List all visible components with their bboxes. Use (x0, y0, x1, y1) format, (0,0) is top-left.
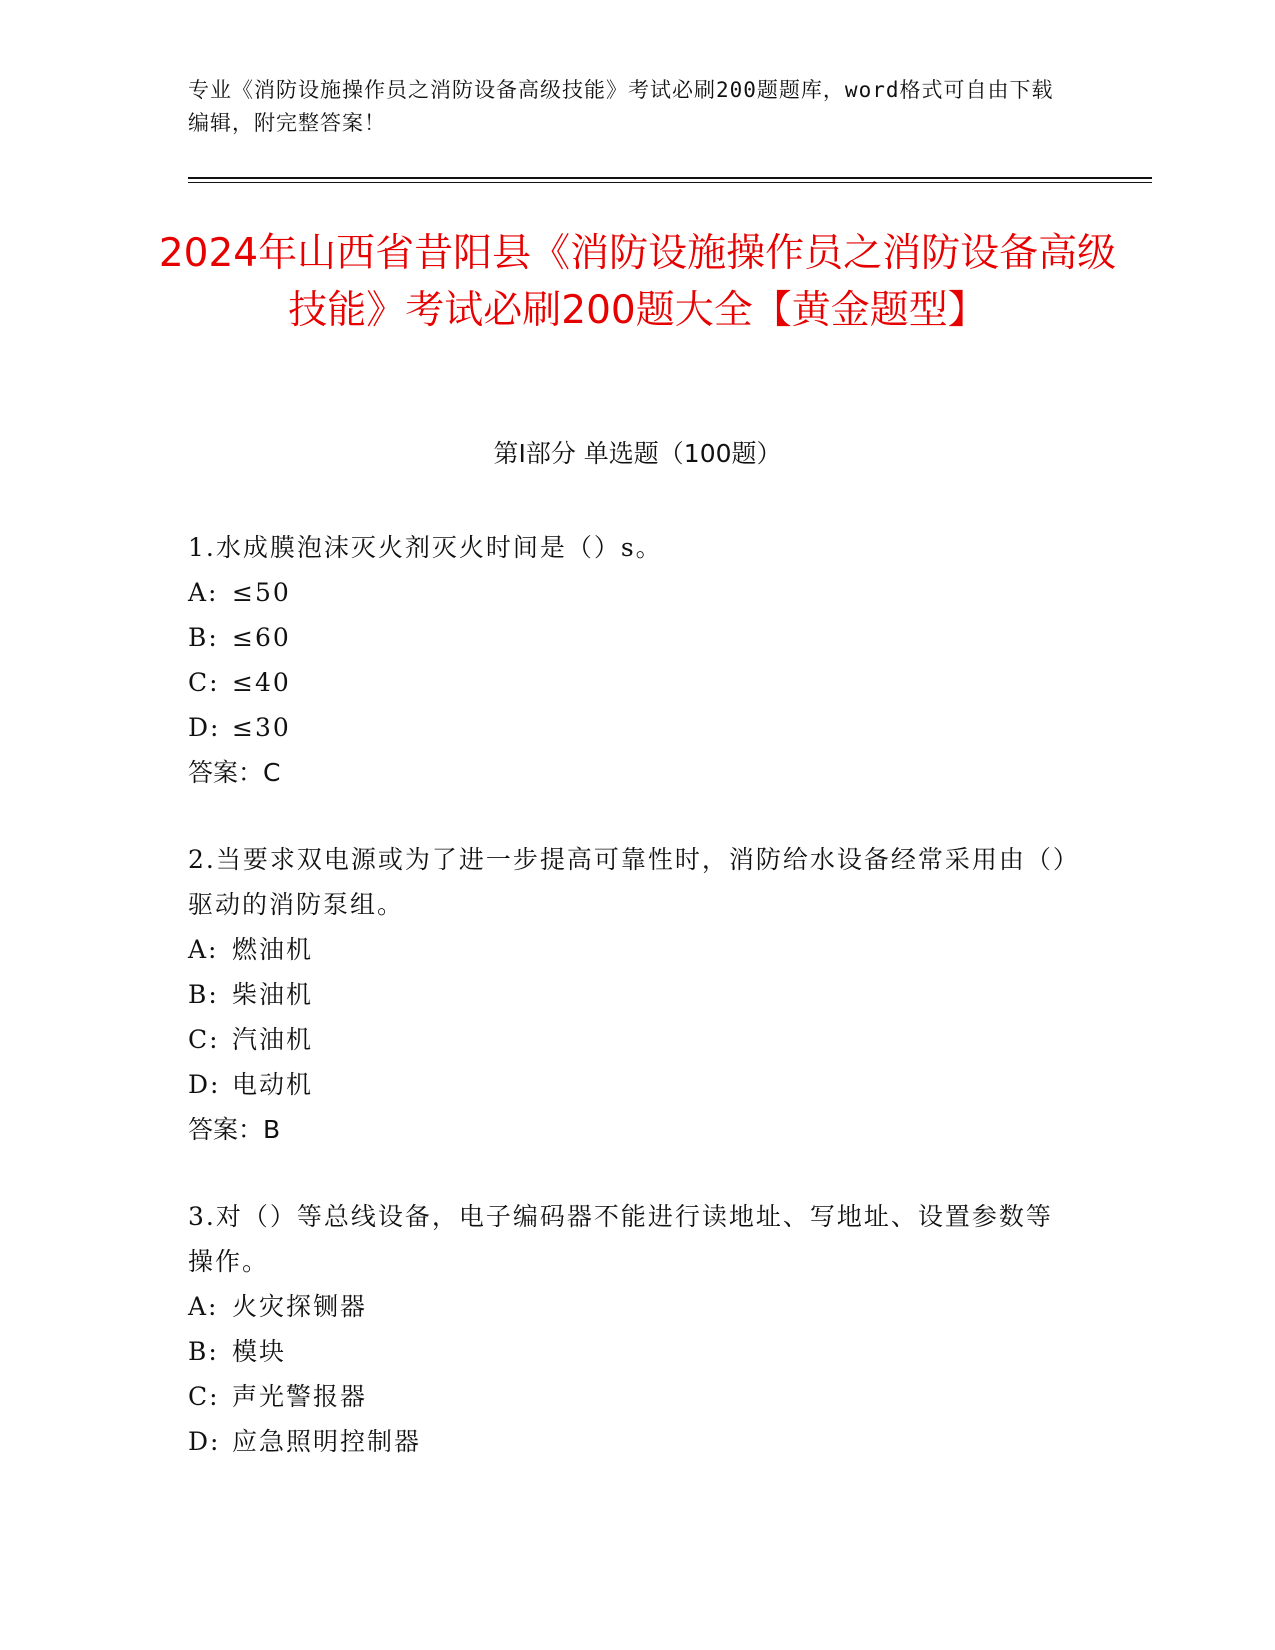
option-letter: C: (188, 668, 220, 697)
option-b (188, 615, 1068, 660)
option-letter: B: (188, 980, 219, 1009)
option-c (188, 1017, 1068, 1062)
option-letter: A: (188, 1292, 219, 1321)
question-stem: 2.当要求双电源或为了进一步提高可靠性时，消防给水设备经常采用由（）驱动的消防泵组。 (188, 845, 1068, 919)
header-note: 专业《消防设施操作员之消防设备高级技能》考试必刷200题题库，word格式可自由下载编辑，附完整答案！ (188, 78, 1054, 135)
question-2 (188, 837, 1068, 1152)
option-letter: D: (188, 713, 221, 742)
question-stem: 1.水成膜泡沫灭火剂灭火时间是（）s。 (188, 533, 663, 562)
option-d (188, 1062, 1068, 1107)
question-1 (188, 525, 1068, 795)
option-b (188, 1329, 1068, 1374)
question-list (188, 525, 1068, 1506)
option-d (188, 1419, 1068, 1464)
option-c (188, 660, 1068, 705)
option-text: 模块 (232, 1337, 287, 1366)
header-divider (188, 177, 1152, 179)
option-text: 应急照明控制器 (232, 1427, 422, 1456)
option-text: ≤30 (232, 713, 291, 742)
answer-line: 答案：C (188, 758, 281, 787)
option-text: 电动机 (232, 1070, 314, 1099)
document-title: 2024年山西省昔阳县《消防设施操作员之消防设备高级技能》考试必刷200题大全【黄金题型】 (158, 231, 1117, 333)
option-text: ≤50 (232, 578, 291, 607)
option-a (188, 927, 1068, 972)
option-letter: C: (188, 1382, 220, 1411)
option-b (188, 972, 1068, 1017)
option-letter: A: (188, 935, 219, 964)
option-text: 柴油机 (232, 980, 314, 1009)
option-letter: D: (188, 1427, 221, 1456)
option-letter: D: (188, 1070, 221, 1099)
option-letter: B: (188, 623, 219, 652)
answer-line: 答案：B (188, 1115, 281, 1144)
option-letter: A: (188, 578, 219, 607)
header-divider-thin (188, 182, 1152, 183)
option-text: 火灾探铡器 (232, 1292, 368, 1321)
option-letter: B: (188, 1337, 219, 1366)
question-stem: 3.对（）等总线设备，电子编码器不能进行读地址、写地址、设置参数等操作。 (188, 1202, 1053, 1276)
option-text: ≤60 (232, 623, 291, 652)
option-text: ≤40 (232, 668, 291, 697)
option-letter: C: (188, 1025, 220, 1054)
option-a (188, 570, 1068, 615)
option-text: 汽油机 (232, 1025, 314, 1054)
option-text: 声光警报器 (232, 1382, 368, 1411)
option-c (188, 1374, 1068, 1419)
option-d (188, 705, 1068, 750)
option-text: 燃油机 (232, 935, 314, 964)
option-a (188, 1284, 1068, 1329)
question-3 (188, 1194, 1068, 1464)
section-title: 第I部分 单选题（100题） (493, 439, 782, 468)
